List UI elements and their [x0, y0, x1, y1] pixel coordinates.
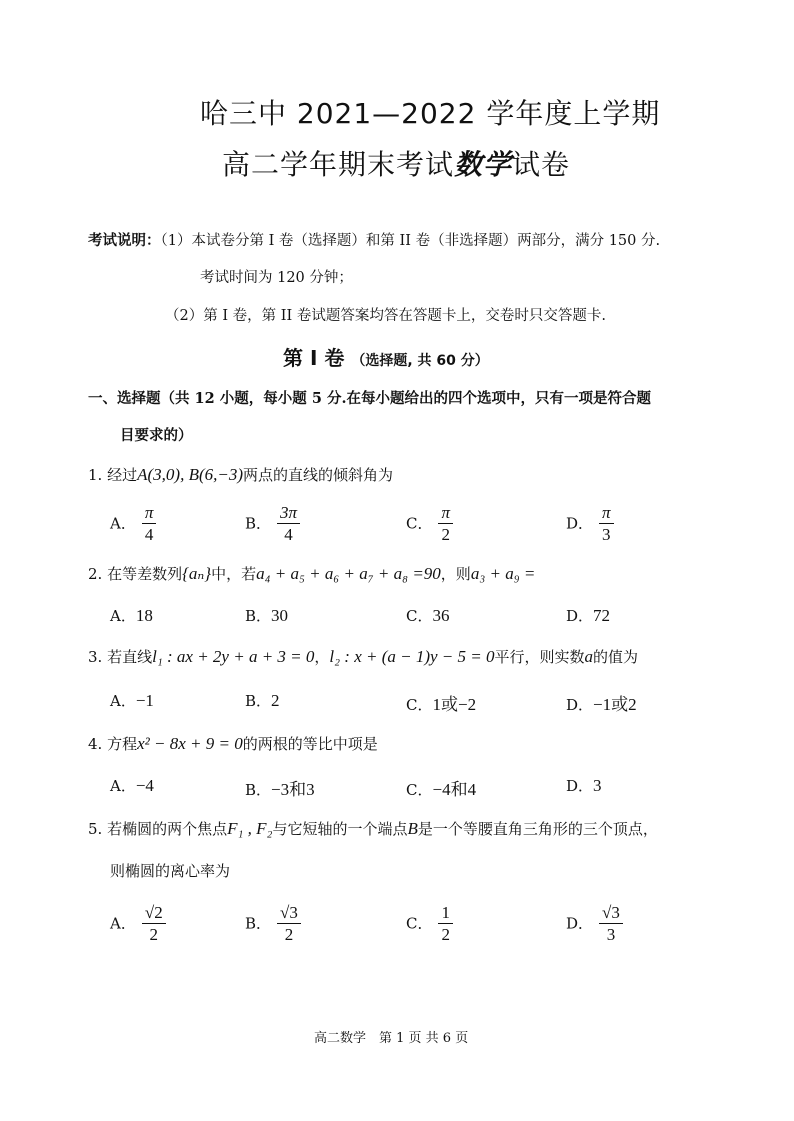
q3-option-b[interactable] — [245, 690, 280, 711]
option-value: −1 — [135, 691, 154, 710]
option-label: A． — [110, 777, 136, 795]
option-label: C． — [406, 607, 433, 625]
q2-option-a[interactable] — [110, 605, 153, 626]
q3-option-d[interactable] — [566, 690, 637, 715]
question-number: 4. — [88, 735, 103, 753]
question-text: 两点的直线的倾斜角为 — [243, 466, 394, 484]
radicand: 3 — [289, 903, 298, 922]
question-math: B — [407, 819, 418, 838]
option-value: 3 — [593, 776, 602, 795]
title-subject: 数学 — [454, 148, 513, 181]
question-text: 的值为 — [593, 648, 639, 666]
question-text: 若直线 — [107, 648, 153, 666]
q1-option-c[interactable] — [406, 503, 453, 546]
question-math: a₄ + a₅ + a₆ + a₇ + a₈ =90 — [256, 564, 441, 583]
q4-option-c[interactable] — [406, 775, 476, 800]
fraction-denominator: 4 — [284, 525, 293, 544]
question-number: 2. — [88, 565, 103, 583]
option-label: C． — [406, 781, 433, 799]
option-value: 30 — [271, 606, 289, 625]
question-math: a — [584, 647, 594, 666]
option-label: D． — [566, 777, 594, 795]
instructions-item2: （2）第 I 卷，第 II 卷试题答案均答在答题卡上，交卷时只交答题卡. — [165, 308, 606, 324]
question-text: ，则 — [440, 565, 471, 583]
option-label: B． — [245, 607, 272, 625]
question-5-line2: 则椭圆的离心率为 — [110, 862, 231, 880]
question-3 — [88, 646, 638, 667]
question-math: A(3,0), B(6,−3) — [137, 465, 243, 484]
question-2 — [88, 563, 535, 584]
exam-title-line2 — [222, 143, 570, 183]
fraction-numerator: π — [599, 503, 614, 524]
radicand: 3 — [611, 903, 620, 922]
option-value: −3和3 — [271, 780, 315, 799]
option-label: B． — [245, 514, 272, 533]
instructions-item1b: 考试时间为 120 分钟； — [200, 270, 353, 286]
q3-option-c[interactable] — [406, 690, 476, 715]
exam-title-line1: 哈三中 2021—2022 学年度上学期 — [200, 97, 661, 130]
question-text: ， — [314, 648, 330, 666]
option-label: A． — [110, 692, 136, 710]
fraction-denominator: 4 — [144, 525, 154, 544]
option-label: C． — [406, 514, 433, 533]
option-label: B． — [245, 692, 272, 710]
fraction-numerator: 3π — [277, 503, 300, 524]
option-value: 72 — [593, 606, 611, 625]
option-label: D． — [566, 914, 594, 933]
part-heading-line1: 一、选择题（共 12 小题，每小题 5 分.在每小题给出的四个选项中，只有一项是符合题 — [88, 390, 652, 407]
option-label: B． — [245, 914, 272, 933]
option-label: D． — [566, 514, 594, 533]
section-title — [283, 342, 489, 371]
section-subtitle: （选择题, 共 60 分） — [351, 353, 489, 369]
q2-option-c[interactable] — [406, 605, 449, 626]
q5-option-a[interactable] — [110, 903, 166, 946]
question-number: 5. — [88, 820, 103, 838]
question-math: F₁ , F₂ — [227, 819, 273, 838]
option-value: −4 — [135, 776, 154, 795]
sqrt-icon: √ — [144, 903, 155, 922]
option-label: A． — [110, 607, 136, 625]
question-text: 中，若 — [211, 565, 257, 583]
fraction-denominator: 2 — [149, 925, 159, 944]
question-text: 与它短轴的一个端点 — [272, 820, 408, 838]
question-5 — [88, 818, 658, 839]
q5-option-c[interactable] — [406, 903, 453, 946]
q5-option-b[interactable] — [245, 903, 301, 946]
option-value: −4和4 — [432, 780, 477, 799]
question-text: 方程 — [107, 735, 138, 753]
option-value: 36 — [432, 606, 450, 625]
instructions-label: 考试说明： — [88, 232, 161, 249]
option-label: B． — [245, 781, 272, 799]
question-text: 在等差数列 — [107, 565, 183, 583]
fraction-numerator: π — [142, 503, 157, 524]
question-number: 1. — [88, 466, 103, 484]
sqrt-icon: √ — [602, 903, 612, 922]
question-text: 若椭圆的两个焦点 — [107, 820, 228, 838]
option-label: C． — [406, 696, 433, 714]
q4-option-d[interactable] — [566, 775, 602, 796]
instructions-line1 — [88, 229, 660, 250]
option-value: 1或−2 — [432, 695, 477, 714]
question-math: a₃ + a₉ = — [470, 564, 536, 583]
question-text: 经过 — [107, 466, 138, 484]
question-math: x² − 8x + 9 = 0 — [137, 734, 243, 753]
q1-option-d[interactable] — [566, 503, 614, 546]
section-title-main: 第 I 卷 — [283, 346, 345, 370]
question-text: 的两根的等比中项是 — [242, 735, 378, 753]
option-label: C． — [406, 914, 433, 933]
line-equation-2: l₂ : x + (a − 1)y − 5 = 0 — [329, 647, 495, 666]
option-label: D． — [566, 607, 594, 625]
fraction-denominator: 3 — [602, 525, 611, 544]
q1-option-b[interactable] — [245, 503, 300, 546]
option-label: A． — [110, 914, 136, 933]
question-1 — [88, 464, 393, 485]
question-number: 3. — [88, 648, 103, 666]
question-text: 是一个等腰直角三角形的三个顶点， — [417, 820, 658, 838]
fraction-numerator: π — [438, 503, 453, 524]
option-label: D． — [566, 696, 594, 714]
option-value: −1或2 — [593, 695, 637, 714]
fraction-numerator: 1 — [438, 903, 453, 924]
fraction-denominator: 2 — [284, 925, 294, 944]
q3-option-a[interactable] — [110, 690, 154, 711]
q4-option-b[interactable] — [245, 775, 315, 800]
option-label: A． — [110, 514, 136, 533]
q2-option-d[interactable] — [566, 605, 610, 626]
question-4 — [88, 733, 378, 754]
option-value: 2 — [271, 691, 280, 710]
question-text: 平行，则实数 — [494, 648, 585, 666]
q5-option-d[interactable] — [566, 903, 623, 946]
title-prefix: 高二学年期末考试 — [222, 148, 455, 181]
fraction-denominator: 2 — [441, 525, 450, 544]
radicand: 2 — [154, 903, 163, 922]
question-math: {aₙ} — [182, 564, 212, 583]
instructions-item1a: （1）本试卷分第 I 卷（选择题）和第 II 卷（非选择题）两部分，满分 150 分. — [160, 233, 661, 249]
q2-option-b[interactable] — [245, 605, 288, 626]
fraction-denominator: 3 — [606, 925, 616, 944]
option-value: 18 — [135, 606, 153, 625]
line-equation-1: l₁ : ax + 2y + a + 3 = 0 — [152, 647, 315, 666]
part-heading-line2: 目要求的） — [120, 427, 193, 444]
page-footer: 高二数学 第 1 页 共 6 页 — [314, 1031, 469, 1046]
q4-option-a[interactable] — [110, 775, 154, 796]
sqrt-icon: √ — [280, 903, 290, 922]
title-suffix: 试卷 — [512, 148, 571, 181]
q1-option-a[interactable] — [110, 503, 156, 546]
fraction-denominator: 2 — [441, 925, 450, 944]
